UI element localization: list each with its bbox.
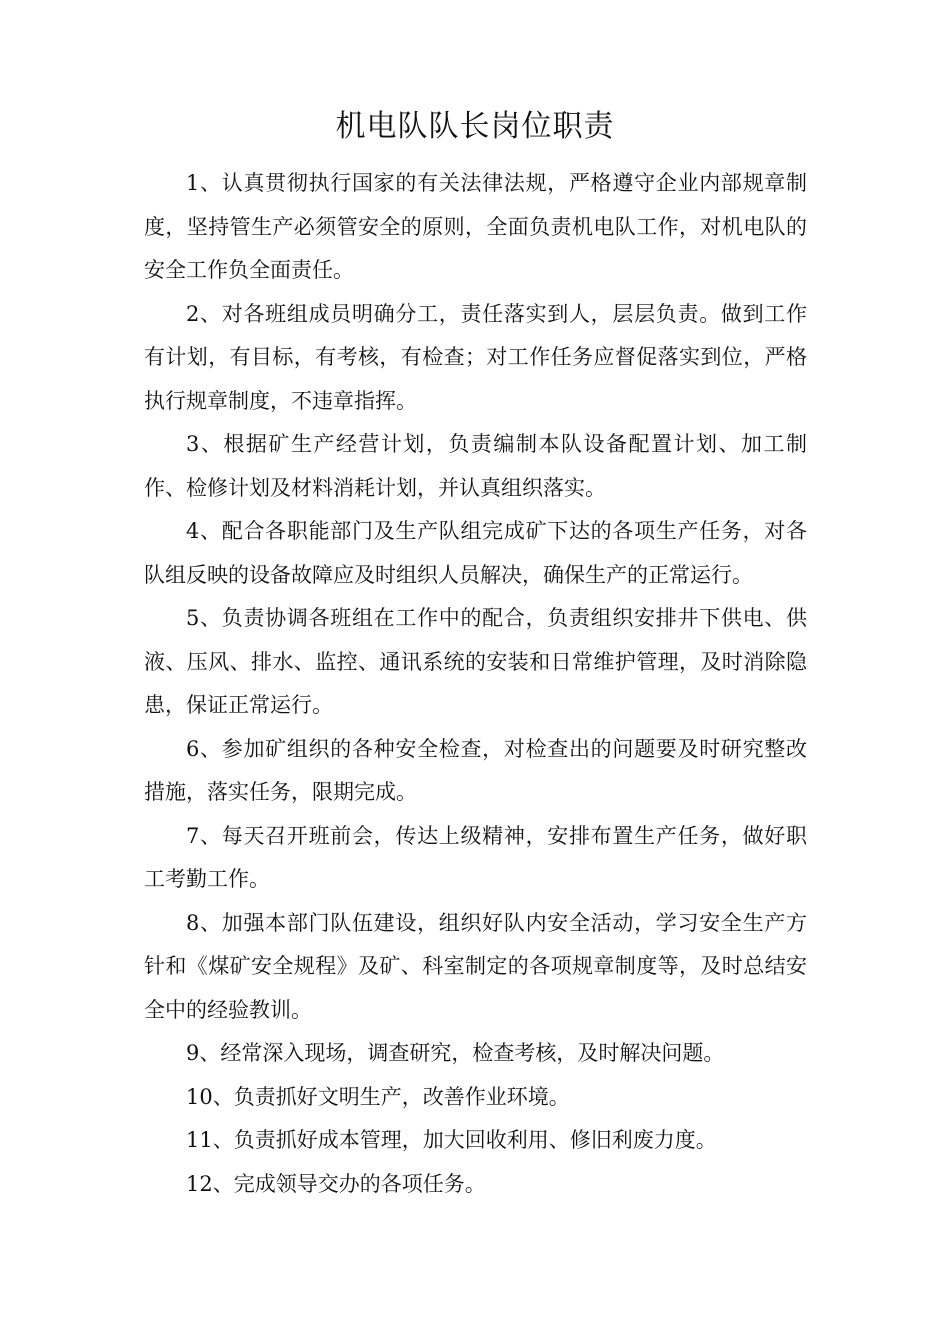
duty-item-9: 9、经常深入现场，调查研究，检查考核，及时解决问题。: [186, 1041, 725, 1065]
document-title: 机电队队长岗位职责: [335, 109, 615, 144]
duty-item-2: 2、对各班组成员明确分工，责任落实到人，层层负责。做到工作有计划，有目标，有考核，有检查；对工作任务应督促落实到位，严格执行规章制度，不违章指挥。: [144, 301, 807, 413]
duty-item-1: 1、认真贯彻执行国家的有关法律法规，严格遵守企业内部规章制度，坚持管生产必须管安全的原则，全面负责机电队工作，对机电队的安全工作负全面责任。: [144, 171, 807, 282]
duty-item-12: 12、完成领导交办的各项任务。: [186, 1171, 486, 1196]
duty-item-4: 4、配合各职能部门及生产队组完成矿下达的各项生产任务，对各队组反映的设备故障应及时组织人员解决，确保生产的正常运行。: [144, 519, 807, 587]
duty-item-7: 7、每天召开班前会，传达上级精神，安排布置生产任务，做好职工考勤工作。: [144, 823, 807, 891]
duty-item-3: 3、根据矿生产经营计划，负责编制本队设备配置计划、加工制作、检修计划及材料消耗计划，并认真组织落实。: [144, 432, 807, 500]
duty-item-6: 6、参加矿组织的各种安全检查，对检查出的问题要及时研究整改措施，落实任务，限期完成。: [144, 736, 807, 804]
duty-item-8: 8、加强本部门队伍建设，组织好队内安全活动，学习安全生产方针和《煤矿安全规程》及矿、科室制定的各项规章制度等，及时总结安全中的经验教训。: [144, 910, 807, 1022]
duty-item-10: 10、负责抓好文明生产，改善作业环境。: [186, 1084, 570, 1109]
duty-item-5: 5、负责协调各班组在工作中的配合，负责组织安排井下供电、供液、压风、排水、监控、通讯系统的安装和日常维护管理，及时消除隐患，保证正常运行。: [144, 606, 807, 717]
document-body: [144, 162, 807, 1206]
duty-item-11: 11、负责抓好成本管理，加大回收利用、修旧利废力度。: [186, 1128, 717, 1152]
